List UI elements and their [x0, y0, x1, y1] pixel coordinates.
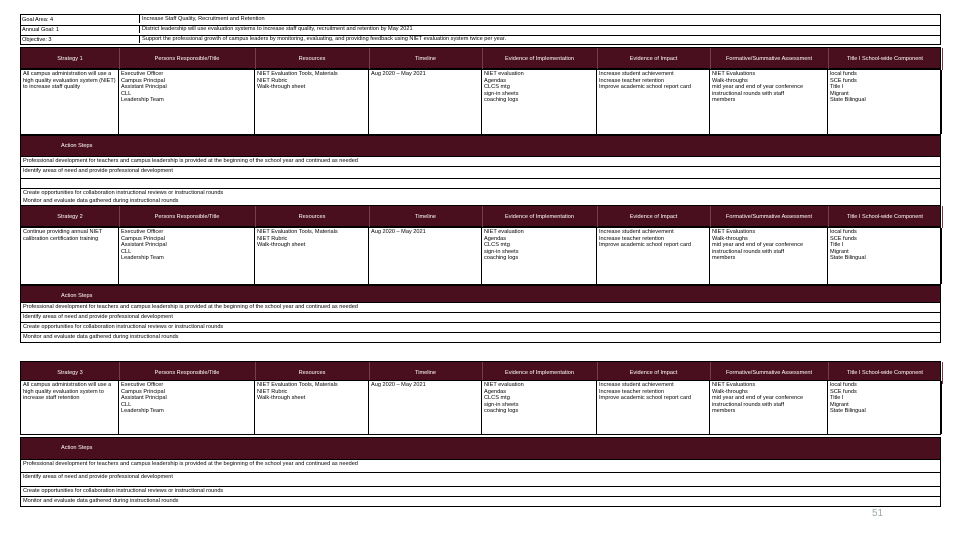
- persons-responsible: [119, 70, 255, 134]
- column-header: Resources: [255, 362, 370, 384]
- assessment-list-line: mid year and end of year conference: [712, 84, 804, 91]
- strategy-description-line: calibration certification training: [23, 235, 99, 242]
- title1-components-line: local funds: [830, 71, 857, 77]
- action-step-row: [20, 473, 941, 487]
- strategy-body-row: [20, 380, 941, 435]
- column-header: Title I School-wide Component: [828, 206, 943, 228]
- persons-responsible-line: Assistant Principal: [121, 84, 167, 91]
- strategy-description-line: Continue providing annual NIET: [23, 229, 103, 235]
- persons-responsible-line: CLL: [121, 401, 132, 408]
- assessment-list-line: Walk-throughs: [712, 77, 748, 84]
- evidence-of-implementation-line: NIET evaluation: [484, 382, 524, 388]
- title1-components-line: Migrant: [830, 248, 849, 255]
- evidence-of-implementation: [482, 228, 597, 284]
- action-step-text: Create opportunities for collaboration instructional reviews or instructional rounds: [23, 324, 224, 330]
- action-step-row: [20, 157, 941, 167]
- timeline: [369, 228, 482, 284]
- column-header: Formative/Summative Assessment: [710, 206, 829, 228]
- resources-list-line: Walk-through sheet: [257, 395, 306, 402]
- title1-components-line: State Bilingual: [830, 408, 866, 415]
- strategy-description-line: high quality evaluation system to: [23, 388, 104, 395]
- objective-row: [21, 35, 940, 45]
- resources-list: [255, 228, 369, 284]
- evidence-of-implementation: [482, 381, 597, 434]
- strategy-body-row: [20, 69, 941, 135]
- action-step-row: [20, 313, 941, 323]
- evidence-of-implementation-line: Agendas: [484, 388, 507, 395]
- column-header: Strategy 1: [21, 48, 120, 70]
- action-steps-label: Action Steps: [61, 293, 93, 299]
- title1-components: [828, 70, 942, 134]
- evidence-of-implementation-line: Agendas: [484, 77, 507, 84]
- timeline-line: Aug 2020 – May 2021: [371, 229, 426, 235]
- action-step-text: Monitor and evaluate data gathered during instructional rounds: [23, 198, 179, 204]
- page-number: 51: [872, 508, 884, 519]
- action-step-row: [20, 167, 941, 179]
- persons-responsible: [119, 228, 255, 284]
- strategy-body-row: [20, 227, 941, 285]
- timeline: [369, 381, 482, 434]
- assessment-list-line: NIET Evaluations: [712, 229, 756, 235]
- assessment-list-line: members: [712, 97, 736, 104]
- strategy-description-line: increase staff retention: [23, 395, 80, 402]
- persons-responsible: [119, 381, 255, 434]
- resources-list: [255, 381, 369, 434]
- column-header: Resources: [255, 48, 370, 70]
- action-step-row: [20, 487, 941, 497]
- timeline-line: Aug 2020 – May 2021: [371, 382, 426, 388]
- assessment-list: [710, 70, 828, 134]
- persons-responsible-line: Campus Principal: [121, 388, 165, 395]
- action-step-row: [20, 460, 941, 473]
- strategy-header-row: [20, 47, 941, 69]
- column-header: Evidence of Implementation: [482, 206, 598, 228]
- objective-label: Objective: 3: [22, 37, 52, 43]
- action-steps-bar: [20, 285, 941, 303]
- action-step-row: [20, 497, 941, 507]
- evidence-of-impact-line: Increase teacher retention: [599, 77, 664, 84]
- action-step-text: Identify areas of need and provide professional development: [23, 474, 173, 480]
- resources-list-line: NIET Rubric: [257, 388, 288, 395]
- timeline-line: Aug 2020 – May 2021: [371, 71, 426, 77]
- action-steps-label: Action Steps: [61, 445, 93, 451]
- evidence-of-implementation-line: coaching logs: [484, 408, 519, 415]
- persons-responsible-line: Executive Officer: [121, 382, 164, 388]
- evidence-of-impact-line: Improve academic school report card: [599, 242, 692, 249]
- goal-area-value: Increase Staff Quality, Recruitment and Retention: [139, 15, 265, 23]
- column-header: Evidence of Implementation: [482, 362, 598, 384]
- evidence-of-impact: [597, 381, 710, 434]
- strategy-description: [21, 381, 119, 434]
- action-step-text: Professional development for teachers and campus leadership is provided at the beginning of the school year and continued as needed: [23, 304, 358, 310]
- column-header: Persons Responsible/Title: [119, 206, 256, 228]
- persons-responsible-line: Campus Principal: [121, 77, 165, 84]
- annual-goal-label: Annual Goal: 1: [22, 27, 60, 33]
- action-step-row: [20, 323, 941, 333]
- evidence-of-impact-line: Increase student achievement: [599, 71, 674, 77]
- goal-area-label: Goal Area: 4: [22, 17, 54, 23]
- evidence-of-impact: [597, 70, 710, 134]
- title1-components-line: SCE funds: [830, 235, 857, 242]
- persons-responsible-line: CLL: [121, 248, 132, 255]
- title1-components-line: Migrant: [830, 401, 849, 408]
- evidence-of-implementation-line: CLCS mtg: [484, 242, 510, 249]
- strategy-description-line: high quality evaluation system (NIET): [23, 77, 116, 84]
- column-header: Strategy 3: [21, 362, 120, 384]
- title1-components-line: local funds: [830, 229, 857, 235]
- resources-list-line: NIET Evaluation Tools, Materials: [257, 382, 338, 388]
- evidence-of-impact-line: Increase teacher retention: [599, 388, 664, 395]
- column-header: Evidence of Implementation: [482, 48, 598, 70]
- action-step-row: [20, 303, 941, 313]
- goal-header-table: [20, 14, 941, 45]
- evidence-of-impact: [597, 228, 710, 284]
- persons-responsible-line: Executive Officer: [121, 229, 164, 235]
- strategy-description-line: All campus administration will use a: [23, 71, 112, 77]
- action-step-row: [20, 333, 941, 343]
- evidence-of-impact-line: Improve academic school report card: [599, 395, 692, 402]
- title1-components: [828, 228, 942, 284]
- column-header: Evidence of Impact: [597, 362, 711, 384]
- assessment-list-line: mid year and end of year conference: [712, 242, 804, 249]
- column-header: Timeline: [369, 48, 483, 70]
- evidence-of-implementation: [482, 70, 597, 134]
- strategy-header-row: [20, 205, 941, 227]
- action-steps-bar: [20, 135, 941, 157]
- strategy-description: [21, 70, 119, 134]
- assessment-list-line: mid year and end of year conference: [712, 395, 804, 402]
- title1-components-line: State Bilingual: [830, 97, 866, 104]
- action-steps-bar: [20, 437, 941, 460]
- column-header: Timeline: [369, 206, 483, 228]
- resources-list-line: Walk-through sheet: [257, 242, 306, 249]
- action-step-text: Identify areas of need and provide professional development: [23, 168, 173, 174]
- persons-responsible-line: Leadership Team: [121, 255, 164, 262]
- column-header: Evidence of Impact: [597, 206, 711, 228]
- evidence-of-implementation-line: coaching logs: [484, 97, 519, 104]
- title1-components-line: SCE funds: [830, 388, 857, 395]
- column-header: Persons Responsible/Title: [119, 362, 256, 384]
- resources-list: [255, 70, 369, 134]
- evidence-of-implementation-line: coaching logs: [484, 255, 519, 262]
- evidence-of-implementation-line: sign-in sheets: [484, 90, 519, 97]
- assessment-list-line: instructional rounds with staff: [712, 401, 785, 408]
- resources-list-line: NIET Rubric: [257, 77, 288, 84]
- assessment-list-line: Walk-throughs: [712, 235, 748, 242]
- column-header: Strategy 2: [21, 206, 120, 228]
- column-header: Formative/Summative Assessment: [710, 48, 829, 70]
- evidence-of-impact-line: Increase student achievement: [599, 382, 674, 388]
- evidence-of-implementation-line: Agendas: [484, 235, 507, 242]
- action-step-text: Create opportunities for collaboration instructional reviews or instructional rounds: [23, 190, 224, 196]
- action-step-text: Monitor and evaluate data gathered during instructional rounds: [23, 334, 179, 340]
- persons-responsible-line: Executive Officer: [121, 71, 164, 77]
- column-header: Formative/Summative Assessment: [710, 362, 829, 384]
- column-header: Evidence of Impact: [597, 48, 711, 70]
- action-step-text: Professional development for teachers and campus leadership is provided at the beginning of the school year and continued as needed: [23, 461, 358, 467]
- column-header: Title I School-wide Component: [828, 362, 943, 384]
- resources-list-line: NIET Evaluation Tools, Materials: [257, 229, 338, 235]
- title1-components-line: SCE funds: [830, 77, 857, 84]
- assessment-list-line: instructional rounds with staff: [712, 248, 785, 255]
- persons-responsible-line: Leadership Team: [121, 408, 164, 415]
- column-header: Resources: [255, 206, 370, 228]
- column-header: Persons Responsible/Title: [119, 48, 256, 70]
- evidence-of-impact-line: Improve academic school report card: [599, 84, 692, 91]
- timeline: [369, 70, 482, 134]
- evidence-of-implementation-line: sign-in sheets: [484, 401, 519, 408]
- title1-components-line: Title I: [830, 395, 844, 402]
- evidence-of-implementation-line: NIET evaluation: [484, 229, 524, 235]
- assessment-list: [710, 381, 828, 434]
- persons-responsible-line: Assistant Principal: [121, 242, 167, 249]
- persons-responsible-line: CLL: [121, 90, 132, 97]
- evidence-of-implementation-line: NIET evaluation: [484, 71, 524, 77]
- title1-components-line: Migrant: [830, 90, 849, 97]
- evidence-of-implementation-line: CLCS mtg: [484, 395, 510, 402]
- persons-responsible-line: Leadership Team: [121, 97, 164, 104]
- resources-list-line: NIET Evaluation Tools, Materials: [257, 71, 338, 77]
- resources-list-line: NIET Rubric: [257, 235, 288, 242]
- strategy-description-line: to increase staff quality: [23, 84, 81, 91]
- objective-value: Support the professional growth of campus leaders by monitoring, evaluating, and providing feedback using NIET evaluation system twice per year.: [139, 35, 506, 43]
- evidence-of-implementation-line: CLCS mtg: [484, 84, 510, 91]
- evidence-of-implementation-line: sign-in sheets: [484, 248, 519, 255]
- title1-components-line: Title I: [830, 242, 844, 249]
- action-step-row: [20, 179, 941, 189]
- column-header: Title I School-wide Component: [828, 48, 943, 70]
- assessment-list: [710, 228, 828, 284]
- action-step-text: Monitor and evaluate data gathered during instructional rounds: [23, 498, 179, 504]
- column-header: Timeline: [369, 362, 483, 384]
- strategy-description-line: All campus administration will use a: [23, 382, 112, 388]
- assessment-list-line: members: [712, 255, 736, 262]
- assessment-list-line: Walk-throughs: [712, 388, 748, 395]
- strategy-description: [21, 228, 119, 284]
- action-step-text: Identify areas of need and provide professional development: [23, 314, 173, 320]
- title1-components-line: State Bilingual: [830, 255, 866, 262]
- assessment-list-line: NIET Evaluations: [712, 71, 756, 77]
- action-steps-label: Action Steps: [61, 143, 93, 149]
- assessment-list-line: members: [712, 408, 736, 415]
- persons-responsible-line: Assistant Principal: [121, 395, 167, 402]
- evidence-of-impact-line: Increase teacher retention: [599, 235, 664, 242]
- annual-goal-value: District leadership will use evaluation systems to increase staff quality, recruitment and retention by May 2021: [139, 25, 413, 33]
- title1-components-line: Title I: [830, 84, 844, 91]
- action-step-text: Professional development for teachers and campus leadership is provided at the beginning of the school year and continued as needed: [23, 158, 358, 164]
- resources-list-line: Walk-through sheet: [257, 84, 306, 91]
- assessment-list-line: instructional rounds with staff: [712, 90, 785, 97]
- evidence-of-impact-line: Increase student achievement: [599, 229, 674, 235]
- title1-components: [828, 381, 942, 434]
- title1-components-line: local funds: [830, 382, 857, 388]
- action-step-text: Create opportunities for collaboration instructional reviews or instructional rounds: [23, 488, 224, 494]
- persons-responsible-line: Campus Principal: [121, 235, 165, 242]
- assessment-list-line: NIET Evaluations: [712, 382, 756, 388]
